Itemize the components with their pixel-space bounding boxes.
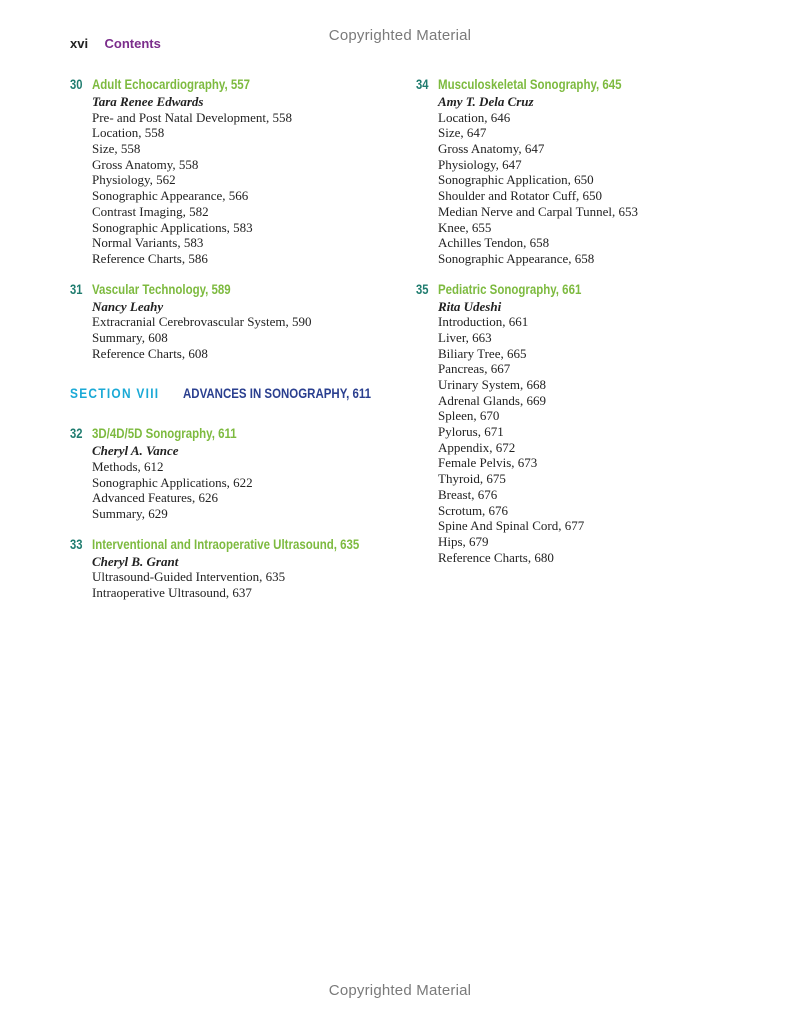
- chapter-number: 31: [70, 280, 83, 297]
- section-heading: [70, 385, 400, 409]
- toc-chapter: [70, 536, 400, 601]
- chapter-topic: Appendix, 672: [438, 439, 516, 455]
- chapter-topic: Sonographic Applications, 583: [92, 219, 253, 235]
- chapter-topic: Contrast Imaging, 582: [92, 203, 209, 219]
- chapter-topic-list: [438, 314, 746, 565]
- chapter-heading: [70, 425, 400, 443]
- chapter-title: Pediatric Sonography, 661: [438, 280, 582, 297]
- chapter-heading: [70, 536, 400, 554]
- chapter-list-before-section: [70, 76, 400, 361]
- running-head-title: Contents: [104, 36, 161, 51]
- chapter-title: Interventional and Intraoperative Ultrasound, 635: [92, 535, 360, 552]
- chapter-number: 34: [416, 76, 429, 92]
- chapter-topic-list: [92, 110, 400, 267]
- toc-chapter: [70, 281, 400, 362]
- chapter-topic: Urinary System, 668: [438, 377, 546, 392]
- chapter-author: Cheryl A. Vance: [92, 443, 179, 459]
- section-label: SECTION VIII: [70, 385, 160, 402]
- chapter-topic: Shoulder and Rotator Cuff, 650: [438, 188, 603, 204]
- chapter-number: 35: [416, 280, 429, 297]
- chapter-topic: Pre- and Post Natal Development, 558: [92, 109, 293, 125]
- chapter-topic: Location, 558: [92, 125, 165, 141]
- chapter-author: Cheryl B. Grant: [92, 553, 179, 569]
- chapter-topic: Normal Variants, 583: [92, 235, 204, 251]
- chapter-topic: Introduction, 661: [438, 314, 529, 330]
- chapter-topic: Pylorus, 671: [438, 424, 504, 440]
- chapter-heading: [70, 281, 400, 299]
- chapter-topic: Methods, 612: [92, 459, 164, 474]
- chapter-topic: Size, 647: [438, 125, 487, 141]
- chapter-topic: Intraoperative Ultrasound, 637: [92, 585, 252, 601]
- right-column: [416, 76, 746, 579]
- chapter-author: Rita Udeshi: [438, 298, 502, 314]
- chapter-list-right: [416, 76, 746, 565]
- chapter-author: Nancy Leahy: [92, 298, 164, 314]
- chapter-author: Amy T. Dela Cruz: [438, 94, 534, 109]
- chapter-number: 32: [70, 425, 83, 442]
- chapter-topic: Sonographic Appearance, 658: [438, 250, 595, 266]
- chapter-topic: Physiology, 647: [438, 156, 522, 172]
- chapter-topic: Adrenal Glands, 669: [438, 392, 546, 408]
- chapter-topic: Liver, 663: [438, 329, 492, 345]
- chapter-topic: Median Nerve and Carpal Tunnel, 653: [438, 203, 639, 219]
- chapter-topic: Reference Charts, 586: [92, 250, 208, 266]
- section-title: ADVANCES IN SONOGRAPHY, 611: [183, 385, 371, 402]
- chapter-title: Vascular Technology, 589: [92, 280, 231, 297]
- chapter-heading: [70, 76, 400, 94]
- chapter-topic-list: [92, 459, 400, 522]
- copyright-watermark-bottom: Copyrighted Material: [328, 982, 472, 999]
- chapter-topic: Spine And Spinal Cord, 677: [438, 518, 585, 534]
- chapter-topic: Thyroid, 675: [438, 471, 506, 487]
- chapter-author: Tara Renee Edwards: [92, 94, 204, 109]
- toc-chapter: [70, 425, 400, 521]
- chapter-topic: Sonographic Appearance, 566: [92, 188, 249, 204]
- chapter-topic: Gross Anatomy, 647: [438, 141, 545, 157]
- toc-chapter: [70, 76, 400, 267]
- chapter-number: 30: [70, 76, 83, 92]
- toc-chapter: [416, 76, 746, 267]
- chapter-topic: Location, 646: [438, 109, 511, 125]
- chapter-topic: Size, 558: [92, 141, 141, 157]
- left-column: [70, 76, 400, 615]
- chapter-topic: Sonographic Application, 650: [438, 172, 594, 188]
- chapter-topic: Pancreas, 667: [438, 361, 511, 377]
- page-number: xvi: [70, 36, 89, 51]
- chapter-topic: Summary, 608: [92, 329, 168, 345]
- chapter-topic: Achilles Tendon, 658: [438, 235, 550, 251]
- chapter-topic: Physiology, 562: [92, 172, 176, 188]
- chapter-topic-list: [92, 314, 400, 361]
- chapter-number: 33: [70, 535, 83, 552]
- chapter-topic: Biliary Tree, 665: [438, 345, 527, 361]
- chapter-topic-list: [92, 569, 400, 600]
- chapter-heading: [416, 281, 746, 299]
- chapter-topic: Gross Anatomy, 558: [92, 156, 199, 172]
- chapter-title: Adult Echocardiography, 557: [92, 76, 250, 92]
- chapter-topic: Knee, 655: [438, 219, 492, 235]
- chapter-topic: Extracranial Cerebrovascular System, 590: [92, 314, 312, 330]
- chapter-title: 3D/4D/5D Sonography, 611: [92, 425, 237, 442]
- copyright-watermark-top: Copyrighted Material: [328, 27, 472, 44]
- chapter-topic: Reference Charts, 608: [92, 345, 208, 361]
- chapter-heading: [416, 76, 746, 94]
- chapter-topic: Sonographic Applications, 622: [92, 474, 253, 490]
- chapter-topic: Reference Charts, 680: [438, 549, 554, 565]
- chapter-topic: Scrotum, 676: [438, 502, 509, 518]
- chapter-topic: Advanced Features, 626: [92, 490, 218, 506]
- chapter-topic: Hips, 679: [438, 533, 489, 549]
- chapter-topic: Summary, 629: [92, 506, 168, 522]
- chapter-topic: Ultrasound-Guided Intervention, 635: [92, 569, 286, 585]
- running-head: [70, 35, 161, 53]
- chapter-topic: Female Pelvis, 673: [438, 455, 538, 471]
- chapter-list-after-section: [70, 425, 400, 601]
- chapter-topic: Spleen, 670: [438, 408, 500, 424]
- toc-chapter: [416, 281, 746, 566]
- chapter-title: Musculoskeletal Sonography, 645: [438, 76, 622, 92]
- chapter-topic: Breast, 676: [438, 486, 498, 502]
- chapter-topic-list: [438, 110, 746, 267]
